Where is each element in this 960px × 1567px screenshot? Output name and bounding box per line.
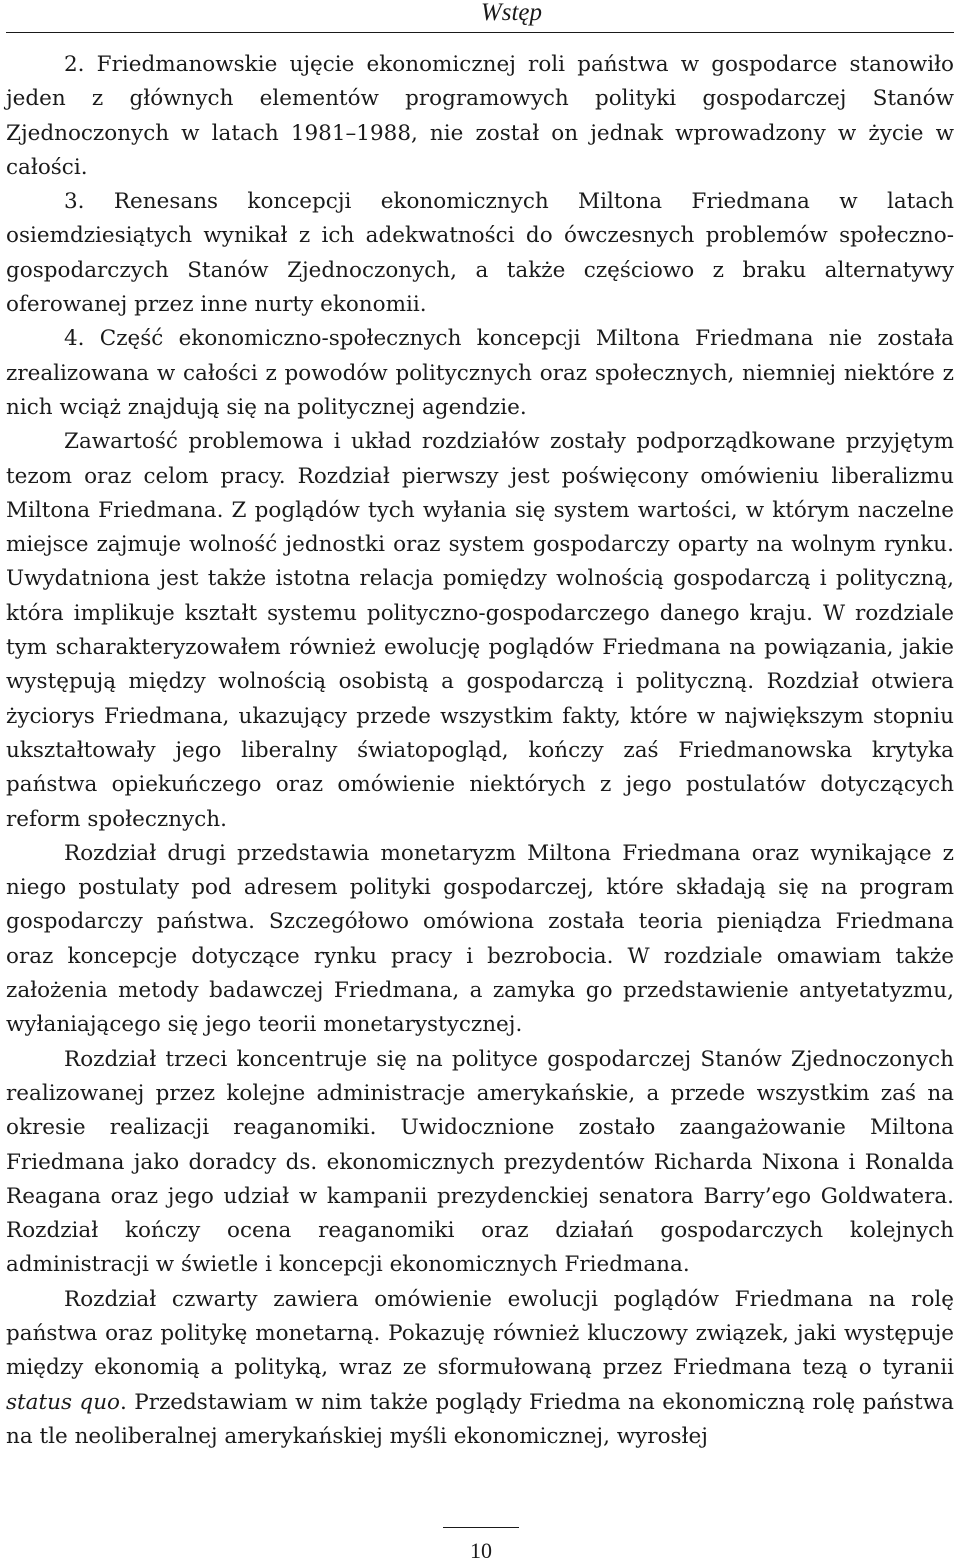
chapter-4-text-end: . Przedstawiam w nim także poglądy Friedma na ekonomiczną rolę państwa na tle neoliberalnej amerykańskiej myśli ekonomicznej, wyrosłej (6, 1389, 954, 1449)
chapter-2-paragraph: Rozdział drugi przedstawia monetaryzm Miltona Friedmana oraz wynikające z niego postulaty pod adresem polityki gospodarczej, które składają się na program gospodarczy państwa. Szczegółowo omówiona została teoria pieniądza Friedmana oraz koncepcje dotyczące rynku pracy i bezrobocia. W rozdziale omawiam także założenia metody badawczej Friedmana, a zamyka go przedstawienie antyetatyzmu, wyłaniającego się jego teorii monetarystycznej. (6, 840, 954, 1038)
chapter-4-text-start: Rozdział czwarty zawiera omówienie ewolucji poglądów Friedmana na rolę państwa oraz politykę monetarną. Pokazuję również kluczowy związek, jaki występuje między ekonomią a polityką, wraz ze sformułowaną przez Friedmana tezą o tyranii (6, 1286, 954, 1381)
running-head-title: Wstęp (480, 0, 542, 26)
page-number: 10 (470, 1538, 492, 1563)
chapter-4-paragraph (6, 1283, 954, 1454)
header-rule (6, 32, 954, 33)
chapter-3-paragraph: Rozdział trzeci koncentruje się na polityce gospodarczej Stanów Zjednoczonych realizowanej przez kolejne administracje amerykańskie, a przede wszystkim zaś na okresie realizacji reaganomiki. Uwidocznione zostało zaangażowanie Miltona Friedmana jako doradcy ds. ekonomicznych prezydentów Richarda Nixona i Ronalda Reagana oraz jego udział w kampanii prezydenckiej senatora Barry’ego Goldwatera. Rozdział kończy ocena reaganomiki oraz działań gospodarczych kolejnych administracji w świetle i koncepcji ekonomicznych Friedmana. (6, 1046, 954, 1278)
footer-rule (443, 1527, 519, 1528)
italic-term: status quo (6, 1389, 120, 1415)
chapter-1-paragraph: Zawartość problemowa i układ rozdziałów zostały podporządkowane przyjętym tezom oraz celom pracy. Rozdział pierwszy jest poświęcony omówieniu liberalizmu Miltona Friedmana. Z poglądów tych wyłania się system wartości, w którym naczelne miejsce zajmuje wolność jednostki oraz system gospodarczy oparty na wolnym rynku. Uwydatniona jest także istotna relacja pomiędzy wolnością gospodarczą i polityczną, która implikuje kształt systemu polityczno-gospodarczego danego kraju. W rozdziale tym scharakteryzowałem również ewolucję poglądów Friedmana na powiązania, jakie występują między wolnością osobistą a gospodarczą i polityczną. Rozdział otwiera życiorys Friedmana, ukazujący przede wszystkim fakty, które w największym stopniu ukształtowały jego liberalny światopogląd, kończy zaś Friedmanowska krytyka państwa opiekuńczego oraz omówienie niektórych z jego postulatów dotyczących reform społecznych. (6, 429, 954, 832)
thesis-2-paragraph: 2. Friedmanowskie ujęcie ekonomicznej roli państwa w gospodarce stanowiło jeden z głównych elementów programowych polityki gospodarczej Stanów Zjednoczonych w latach 1981–1988, nie został on jednak wprowadzony w życie w całości. (6, 52, 954, 180)
thesis-4-paragraph: 4. Część ekonomiczno-społecznych koncepcji Miltona Friedmana nie została zrealizowana w całości z powodów politycznych oraz społecznych, niemniej niektóre z nich wciąż znajdują się na politycznej agendzie. (6, 326, 954, 420)
thesis-3-paragraph: 3. Renesans koncepcji ekonomicznych Miltona Friedmana w latach osiemdziesiątych wynikał z ich adekwatności do ówczesnych problemów społeczno-gospodarczych Stanów Zjednoczonych, a także częściowo z braku alternatywy oferowanej przez inne nurty ekonomii. (6, 189, 954, 318)
page-body (6, 48, 954, 1454)
